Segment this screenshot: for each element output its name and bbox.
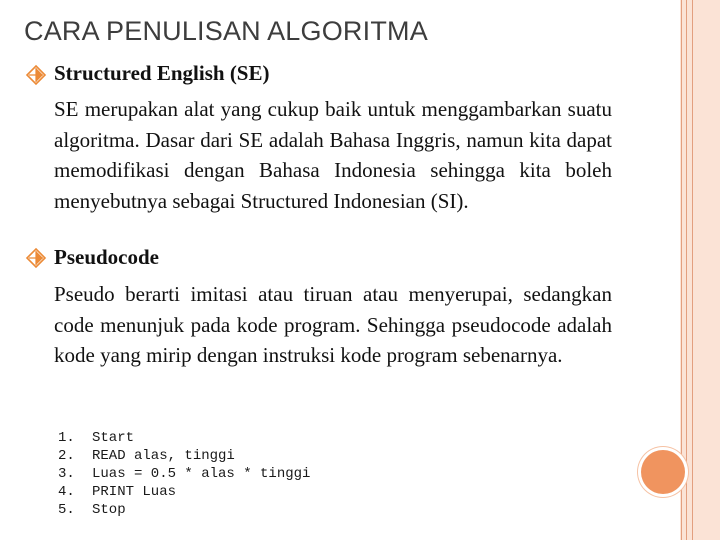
strip-line: [692, 0, 693, 540]
code-line: [58, 465, 310, 483]
code-line: [58, 501, 310, 519]
line-number: 3.: [58, 466, 75, 482]
decorative-circle: [641, 450, 685, 494]
code-line: [58, 447, 310, 465]
code-text: Luas = 0.5 * alas * tinggi: [92, 466, 311, 482]
code-line: [58, 483, 310, 501]
line-number: 5.: [58, 502, 75, 518]
section-heading-se: Structured English (SE): [54, 61, 270, 85]
pseudocode-listing: [58, 429, 310, 519]
code-text: PRINT Luas: [92, 484, 177, 500]
code-text: Stop: [92, 502, 126, 518]
bullet-icon: [24, 63, 48, 87]
code-line: [58, 429, 310, 447]
strip-line: [686, 0, 687, 540]
section-heading-pseudocode: Pseudocode: [54, 245, 159, 269]
line-number: 4.: [58, 484, 75, 500]
line-number: 2.: [58, 448, 75, 464]
code-text: READ alas, tinggi: [92, 448, 235, 464]
line-number: 1.: [58, 430, 75, 446]
section-body-se: SE merupakan alat yang cukup baik untuk menggambarkan suatu algoritma. Dasar dari SE adalah Bahasa Inggris, namun kita dapat memodifikasi dengan Bahasa Indonesia sehingga kita boleh menyebutnya sebagai Structured Indonesian (SI).: [54, 97, 612, 213]
code-text: Start: [92, 430, 135, 446]
section-body-pseudocode: Pseudo berarti imitasi atau tiruan atau menyerupai, sedangkan code menunjuk pada kode program. Sehingga pseudocode adalah kode yang mirip dengan instruksi kode program sebenarnya.: [54, 282, 612, 367]
bullet-icon: [24, 246, 48, 270]
slide-title: CARA PENULISAN ALGORITMA: [24, 16, 428, 46]
